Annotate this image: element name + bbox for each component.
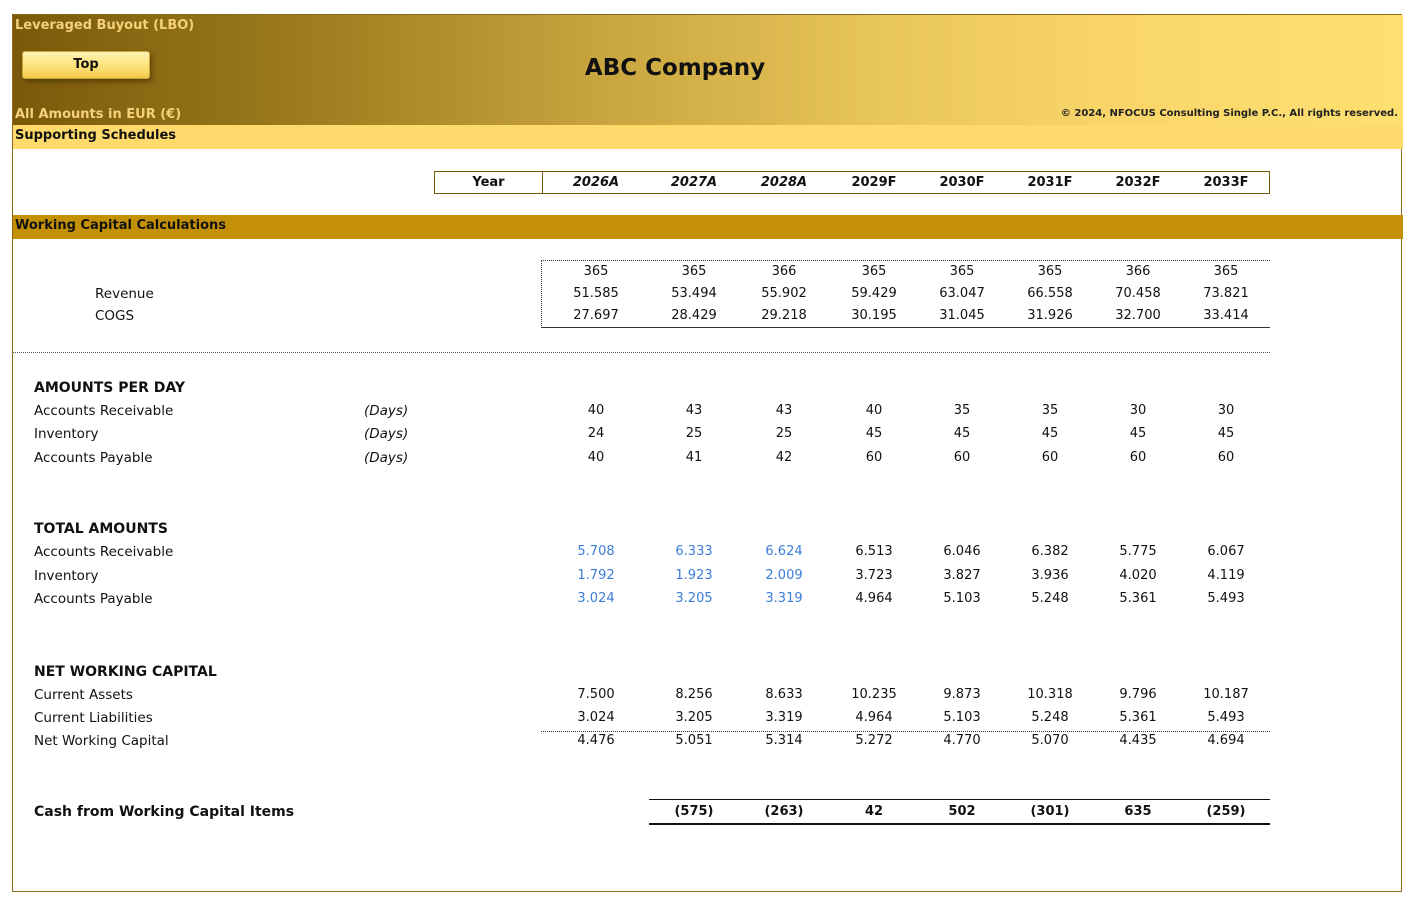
- cash-value-cell: 502: [948, 804, 976, 819]
- nwc-value-cell: 3.319: [765, 710, 803, 725]
- nwc-value-cell: 5.248: [1031, 710, 1069, 725]
- total-amount-cell: 1.923: [675, 568, 713, 583]
- subheading-label: Supporting Schedules: [15, 128, 177, 143]
- apd-label-ar: Accounts Receivable: [34, 403, 174, 419]
- nwc-value-cell: 4.694: [1207, 733, 1245, 748]
- base-value-cell: 33.414: [1203, 308, 1249, 323]
- days-value-cell: 42: [775, 450, 793, 465]
- days-value-cell: 41: [685, 450, 703, 465]
- nwc-value-cell: 8.633: [765, 687, 803, 702]
- total-amount-cell: 3.319: [765, 591, 803, 606]
- cash-label: Cash from Working Capital Items: [34, 804, 295, 820]
- days-value-cell: 45: [865, 426, 883, 441]
- nwc-value-cell: 5.103: [943, 710, 981, 725]
- total-amount-cell: 3.205: [675, 591, 713, 606]
- cash-value-cell: 635: [1124, 804, 1152, 819]
- nwc-label-net-working-capital: Net Working Capital: [34, 733, 169, 749]
- nwc-value-cell: 5.493: [1207, 710, 1245, 725]
- year-cell: 2030F: [939, 175, 985, 190]
- days-in-year-cell: 366: [1125, 264, 1151, 279]
- spreadsheet-sheet: [12, 14, 1402, 892]
- nwc-value-cell: 5.361: [1119, 710, 1157, 725]
- currency-note: All Amounts in EUR (€): [15, 107, 182, 122]
- days-value-cell: 35: [953, 403, 971, 418]
- base-value-cell: 29.218: [761, 308, 807, 323]
- nwc-label-current-liabilities: Current Liabilities: [34, 710, 153, 726]
- base-value-cell: 51.585: [573, 286, 619, 301]
- total-amount-cell: 6.513: [855, 544, 893, 559]
- days-value-cell: 45: [1129, 426, 1147, 441]
- base-value-cell: 27.697: [573, 308, 619, 323]
- total-amount-cell: 3.723: [855, 568, 893, 583]
- base-value-cell: 59.429: [851, 286, 897, 301]
- total-amount-cell: 1.792: [577, 568, 615, 583]
- days-value-cell: 30: [1217, 403, 1235, 418]
- nwc-value-cell: 9.796: [1119, 687, 1157, 702]
- base-value-cell: 66.558: [1027, 286, 1073, 301]
- days-value-cell: 60: [953, 450, 971, 465]
- cash-value-cell: (301): [1030, 804, 1070, 819]
- amounts-per-day-title: AMOUNTS PER DAY: [34, 380, 185, 396]
- days-in-year-cell: 366: [771, 264, 797, 279]
- nwc-value-cell: 10.318: [1027, 687, 1073, 702]
- total-amount-cell: 3.827: [943, 568, 981, 583]
- nwc-value-cell: 5.272: [855, 733, 893, 748]
- total-amount-cell: 6.382: [1031, 544, 1069, 559]
- days-unit-inventory: (Days): [364, 426, 409, 442]
- nwc-value-cell: 3.205: [675, 710, 713, 725]
- days-value-cell: 40: [865, 403, 883, 418]
- days-value-cell: 45: [953, 426, 971, 441]
- days-in-year-cell: 365: [861, 264, 887, 279]
- total-amount-cell: 6.333: [675, 544, 713, 559]
- days-value-cell: 40: [587, 403, 605, 418]
- total-amount-cell: 4.119: [1207, 568, 1245, 583]
- model-title: Leveraged Buyout (LBO): [15, 18, 195, 33]
- days-in-year-cell: 365: [1213, 264, 1239, 279]
- base-value-cell: 31.045: [939, 308, 985, 323]
- cogs-label: COGS: [95, 308, 135, 324]
- base-value-cell: 30.195: [851, 308, 897, 323]
- nwc-value-cell: 5.314: [765, 733, 803, 748]
- ta-label-inventory: Inventory: [34, 568, 99, 584]
- apd-label-inventory: Inventory: [34, 426, 99, 442]
- nwc-value-cell: 8.256: [675, 687, 713, 702]
- nwc-value-cell: 4.770: [943, 733, 981, 748]
- cash-value-cell: (575): [674, 804, 714, 819]
- days-value-cell: 25: [685, 426, 703, 441]
- year-label: Year: [435, 172, 543, 193]
- nwc-divider: [541, 731, 1270, 732]
- total-amount-cell: 5.103: [943, 591, 981, 606]
- header-banner: [13, 15, 1403, 125]
- nwc-value-cell: 10.235: [851, 687, 897, 702]
- revenue-label: Revenue: [95, 286, 154, 302]
- days-value-cell: 24: [587, 426, 605, 441]
- total-amount-cell: 6.624: [765, 544, 803, 559]
- total-amount-cell: 4.964: [855, 591, 893, 606]
- total-amount-cell: 5.361: [1119, 591, 1157, 606]
- base-value-cell: 63.047: [939, 286, 985, 301]
- total-amount-cell: 3.936: [1031, 568, 1069, 583]
- days-value-cell: 60: [1041, 450, 1059, 465]
- nwc-value-cell: 3.024: [577, 710, 615, 725]
- total-amount-cell: 5.708: [577, 544, 615, 559]
- days-value-cell: 60: [1217, 450, 1235, 465]
- cash-top-border: [649, 799, 1270, 800]
- base-value-cell: 28.429: [671, 308, 717, 323]
- year-cell: 2028A: [760, 175, 808, 190]
- total-amount-cell: 4.020: [1119, 568, 1157, 583]
- days-value-cell: 60: [1129, 450, 1147, 465]
- nwc-value-cell: 7.500: [577, 687, 615, 702]
- copyright-notice: © 2024, NFOCUS Consulting Single P.C., All rights reserved.: [1060, 108, 1398, 119]
- nwc-value-cell: 5.070: [1031, 733, 1069, 748]
- company-name: ABC Company: [584, 55, 766, 81]
- days-value-cell: 43: [685, 403, 703, 418]
- total-amount-cell: 3.024: [577, 591, 615, 606]
- ta-label-ar: Accounts Receivable: [34, 544, 174, 560]
- days-value-cell: 60: [865, 450, 883, 465]
- supporting-schedules-bar: [13, 125, 1403, 149]
- year-cell: 2027A: [670, 175, 718, 190]
- cash-value-cell: 42: [864, 804, 884, 819]
- nwc-value-cell: 9.873: [943, 687, 981, 702]
- days-value-cell: 45: [1217, 426, 1235, 441]
- days-value-cell: 30: [1129, 403, 1147, 418]
- base-value-cell: 55.902: [761, 286, 807, 301]
- total-amount-cell: 2.009: [765, 568, 803, 583]
- section-title: Working Capital Calculations: [15, 218, 227, 233]
- base-value-cell: 31.926: [1027, 308, 1073, 323]
- ta-label-ap: Accounts Payable: [34, 591, 153, 607]
- cash-value-cell: (259): [1206, 804, 1246, 819]
- days-value-cell: 40: [587, 450, 605, 465]
- nwc-label-current-assets: Current Assets: [34, 687, 133, 703]
- nwc-value-cell: 4.964: [855, 710, 893, 725]
- nwc-value-cell: 10.187: [1203, 687, 1249, 702]
- year-cell: 2032F: [1115, 175, 1161, 190]
- total-amounts-title: TOTAL AMOUNTS: [34, 521, 168, 537]
- days-unit-ap: (Days): [364, 450, 409, 466]
- base-value-cell: 70.458: [1115, 286, 1161, 301]
- nwc-value-cell: 4.476: [577, 733, 615, 748]
- days-in-year-cell: 365: [1037, 264, 1063, 279]
- base-value-cell: 32.700: [1115, 308, 1161, 323]
- divider-dotted: [13, 352, 1270, 353]
- nwc-value-cell: 5.051: [675, 733, 713, 748]
- year-cell: 2026A: [572, 175, 620, 190]
- total-amount-cell: 5.775: [1119, 544, 1157, 559]
- nwc-value-cell: 4.435: [1119, 733, 1157, 748]
- cash-bottom-border: [649, 823, 1270, 825]
- total-amount-cell: 6.046: [943, 544, 981, 559]
- year-cell: 2029F: [851, 175, 897, 190]
- days-in-year-cell: 365: [583, 264, 609, 279]
- days-in-year-cell: 365: [681, 264, 707, 279]
- cash-value-cell: (263): [764, 804, 804, 819]
- base-value-cell: 53.494: [671, 286, 717, 301]
- days-value-cell: 35: [1041, 403, 1059, 418]
- days-value-cell: 43: [775, 403, 793, 418]
- days-value-cell: 45: [1041, 426, 1059, 441]
- days-unit-ar: (Days): [364, 403, 409, 419]
- days-in-year-cell: 365: [949, 264, 975, 279]
- top-button[interactable]: Top: [22, 51, 150, 79]
- year-cell: 2033F: [1203, 175, 1249, 190]
- total-amount-cell: 5.493: [1207, 591, 1245, 606]
- working-capital-section-bar: [13, 215, 1403, 239]
- total-amount-cell: 5.248: [1031, 591, 1069, 606]
- total-amount-cell: 6.067: [1207, 544, 1245, 559]
- year-cell: 2031F: [1027, 175, 1073, 190]
- base-value-cell: 73.821: [1203, 286, 1249, 301]
- apd-label-ap: Accounts Payable: [34, 450, 153, 466]
- days-value-cell: 25: [775, 426, 793, 441]
- nwc-title: NET WORKING CAPITAL: [34, 664, 217, 680]
